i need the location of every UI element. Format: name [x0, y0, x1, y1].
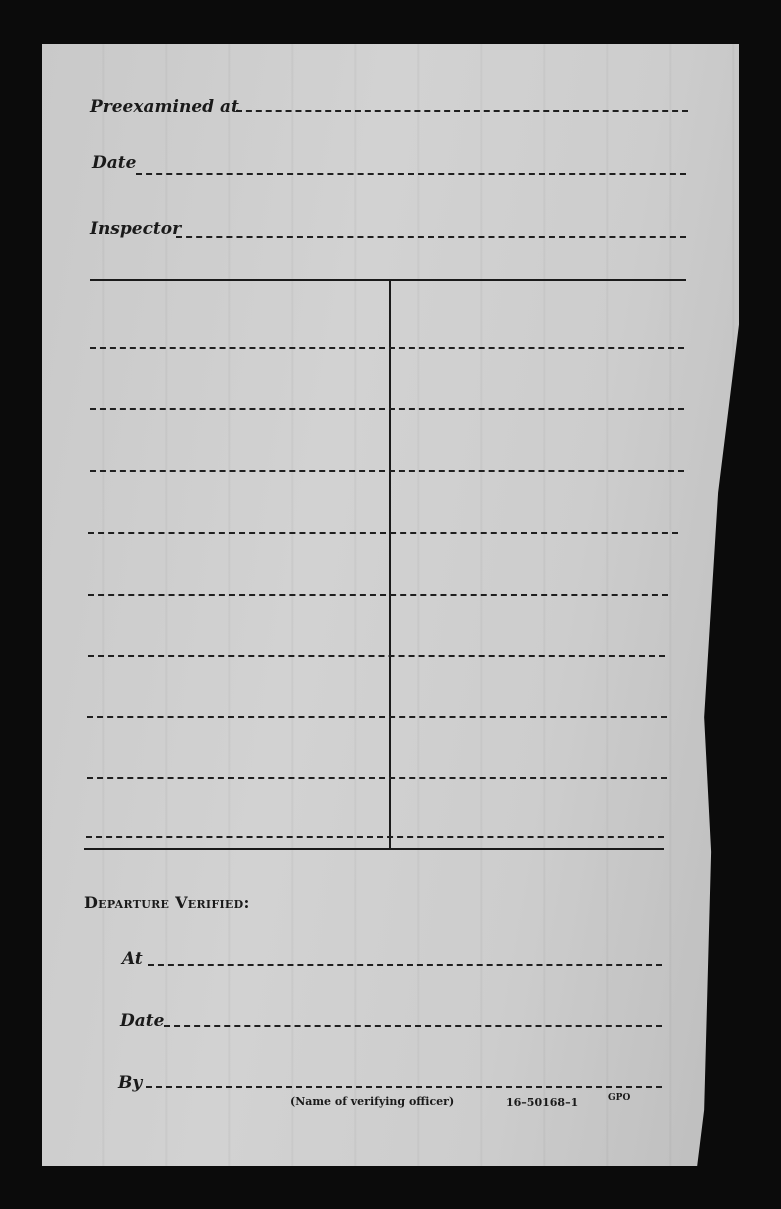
departure-heading: Departure Verified:	[84, 893, 250, 912]
table-row-line	[90, 470, 684, 472]
at-line	[148, 964, 662, 966]
form-number: 16–50168–1	[506, 1096, 579, 1109]
by-line	[146, 1086, 662, 1088]
preexamined-label: Preexamined at	[90, 97, 239, 117]
date2-line	[164, 1025, 662, 1027]
table-row-line	[90, 347, 684, 349]
at-label: At	[122, 949, 143, 969]
date-line	[136, 173, 686, 175]
table-row-line	[88, 532, 678, 534]
inspector-line	[176, 236, 686, 238]
table-row-line	[87, 777, 667, 779]
table-row-line	[87, 716, 667, 718]
date-label: Date	[92, 153, 137, 173]
table-divider	[389, 281, 391, 848]
preexamined-line	[236, 110, 688, 112]
printer-mark: GPO	[608, 1093, 631, 1103]
header-rule	[90, 279, 686, 281]
table-row-line	[90, 408, 684, 410]
verifying-note: (Name of verifying officer)	[290, 1095, 455, 1108]
table-row-line	[86, 836, 664, 838]
by-label: By	[118, 1073, 143, 1093]
table-row-line	[88, 594, 668, 596]
inspector-label: Inspector	[90, 219, 182, 239]
date2-label: Date	[120, 1011, 165, 1031]
table-row-line	[88, 655, 665, 657]
table-bottom-rule	[84, 848, 664, 850]
